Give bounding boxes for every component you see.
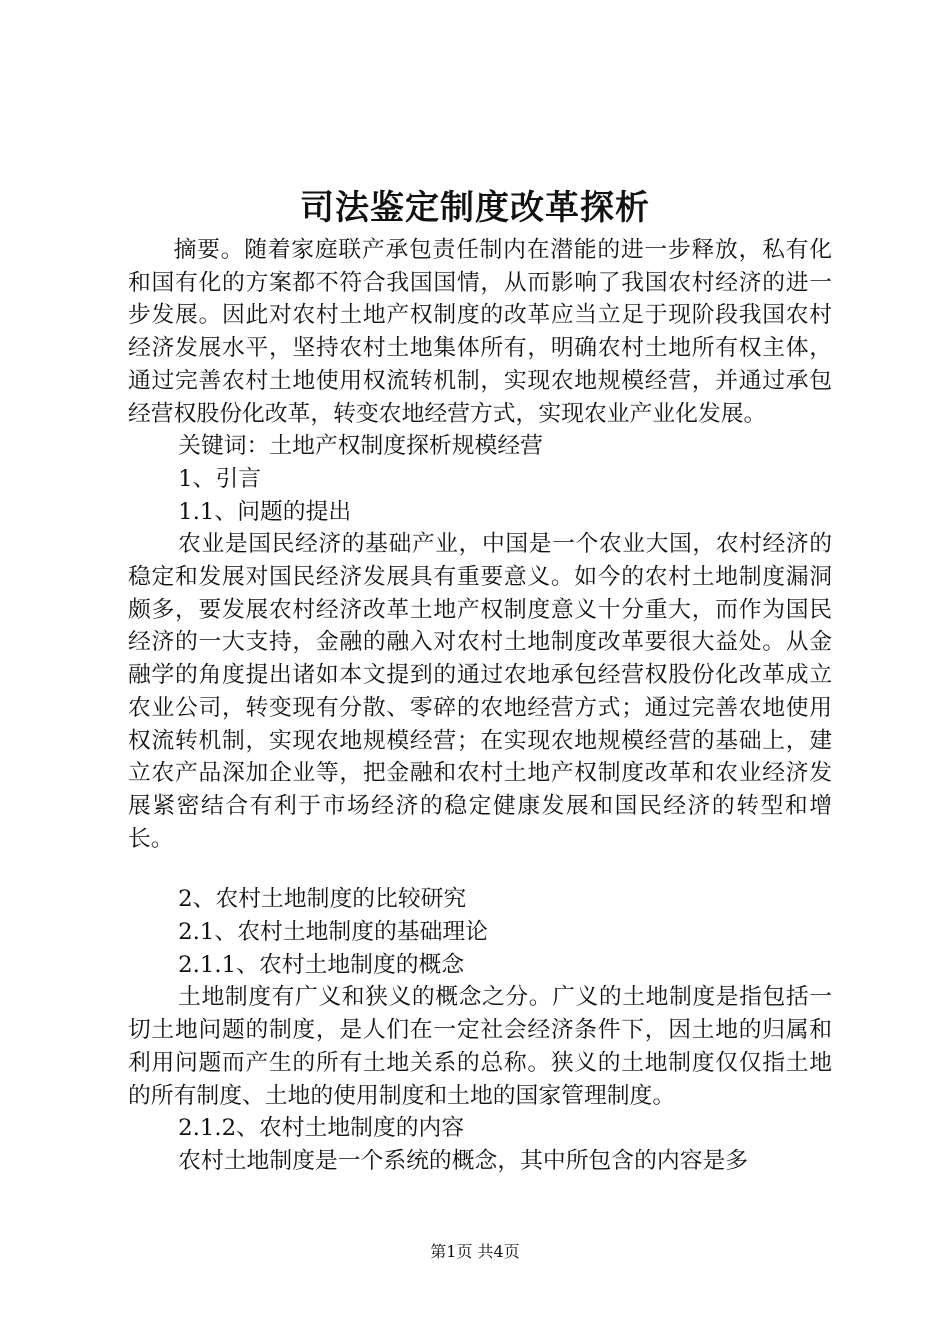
concept-paragraph: 土地制度有广义和狭义的概念之分。广义的土地制度是指包括一切土地问题的制度，是人们在一定社会经济条件下，因土地的归属和利用问题而产生的所有土地关系的总称。狭义的土地制度仅仅指土地的所有制度、土地的使用制度和土地的国家管理制度。 [128, 984, 832, 1109]
content-paragraph: 农村土地制度是一个系统的概念，其中所包含的内容是多 [178, 1147, 749, 1174]
section-heading-intro: 1、引言 [178, 465, 262, 492]
abstract-paragraph: 摘要。随着家庭联产承包责任制内在潜能的进一步释放，私有化和国有化的方案都不符合我国国情，从而影响了我国农村经济的进一步发展。因此对农村土地产权制度的改革应当立足于现阶段我国农村经济发展水平，坚持农村土地集体所有，明确农村土地所有权主体，通过完善农村土地使用权流转机制，实现农地规模经营，并通过承包经营权股份化改革，转变农地经营方式，实现农业产业化发展。 [128, 237, 832, 427]
section-heading-compare: 2、农村土地制度的比较研究 [178, 886, 467, 913]
problem-paragraph: 农业是国民经济的基础产业，中国是一个农业大国，农村经济的稳定和发展对国民经济发展具有重要意义。如今的农村土地制度漏洞颇多，要发展农村经济改革土地产权制度意义十分重大，而作为国民经济的一大支持，金融的融入对农村土地制度改革要很大益处。从金融学的角度提出诸如本文提到的通过农地承包经营权股份化改革成立农业公司，转变现有分散、零碎的农地经营方式；通过完善农地使用权流转机制，实现农地规模经营；在实现农地规模经营的基础上，建立农产品深加企业等，把金融和农村土地产权制度改革和农业经济发展紧密结合有利于市场经济的稳定健康发展和国民经济的转型和增长。 [128, 531, 832, 852]
subsubsection-heading-concept: 2.1.1、农村土地制度的概念 [178, 951, 465, 978]
document-body [128, 234, 832, 1178]
document-title: 司法鉴定制度改革探析 [300, 188, 650, 228]
subsection-heading-problem: 1.1、问题的提出 [178, 498, 352, 525]
subsubsection-heading-content: 2.1.2、农村土地制度的内容 [178, 1115, 465, 1142]
page-footer: 第1页 共4页 [430, 1242, 520, 1261]
keywords-line: 关键词：土地产权制度探析规模经营 [178, 433, 543, 460]
paragraph-gap [128, 855, 832, 883]
subsection-heading-theory: 2.1、农村土地制度的基础理论 [178, 919, 488, 946]
